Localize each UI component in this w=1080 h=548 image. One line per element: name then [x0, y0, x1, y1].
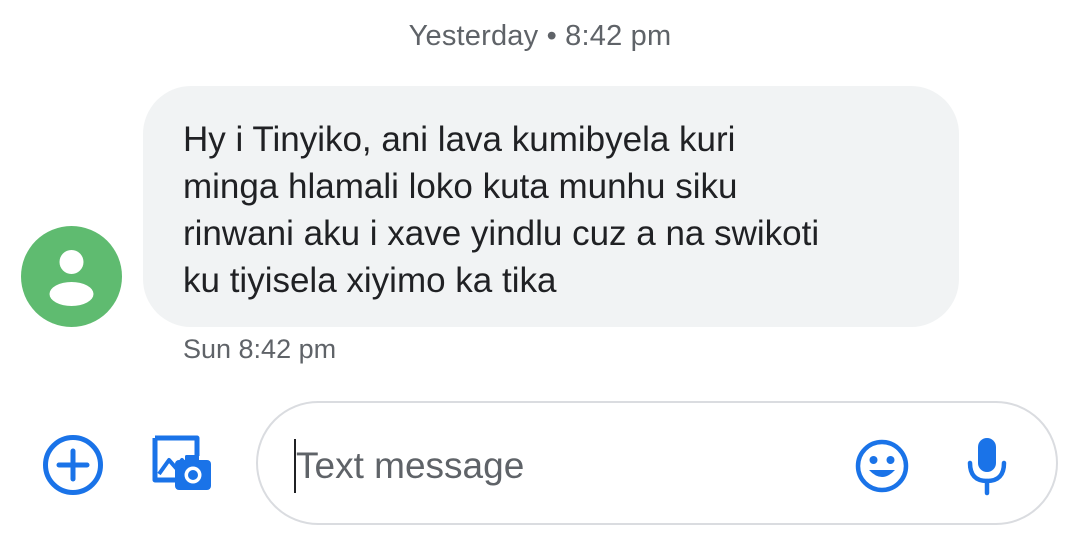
- message-text: Hy i Tinyiko, ani lava kumibyela kuri minga hlamali loko kuta munhu siku rinwani aku i xave yindlu cuz a na swikoti ku tiyisela xiyimo ka tika: [183, 120, 820, 300]
- message-input-placeholder: Text message: [296, 445, 525, 486]
- message-bubble[interactable]: [143, 86, 959, 327]
- message-timestamp: Sun 8:42 pm: [183, 334, 337, 364]
- date-divider: Yesterday • 8:42 pm: [408, 20, 672, 52]
- sender-avatar[interactable]: [21, 226, 122, 327]
- mic-icon[interactable]: [966, 435, 1008, 497]
- person-icon: [21, 226, 122, 327]
- gallery-camera-icon[interactable]: [149, 430, 215, 496]
- add-circle-icon[interactable]: [42, 434, 104, 496]
- message-compose-field[interactable]: [256, 401, 1058, 525]
- emoji-icon[interactable]: [854, 438, 910, 494]
